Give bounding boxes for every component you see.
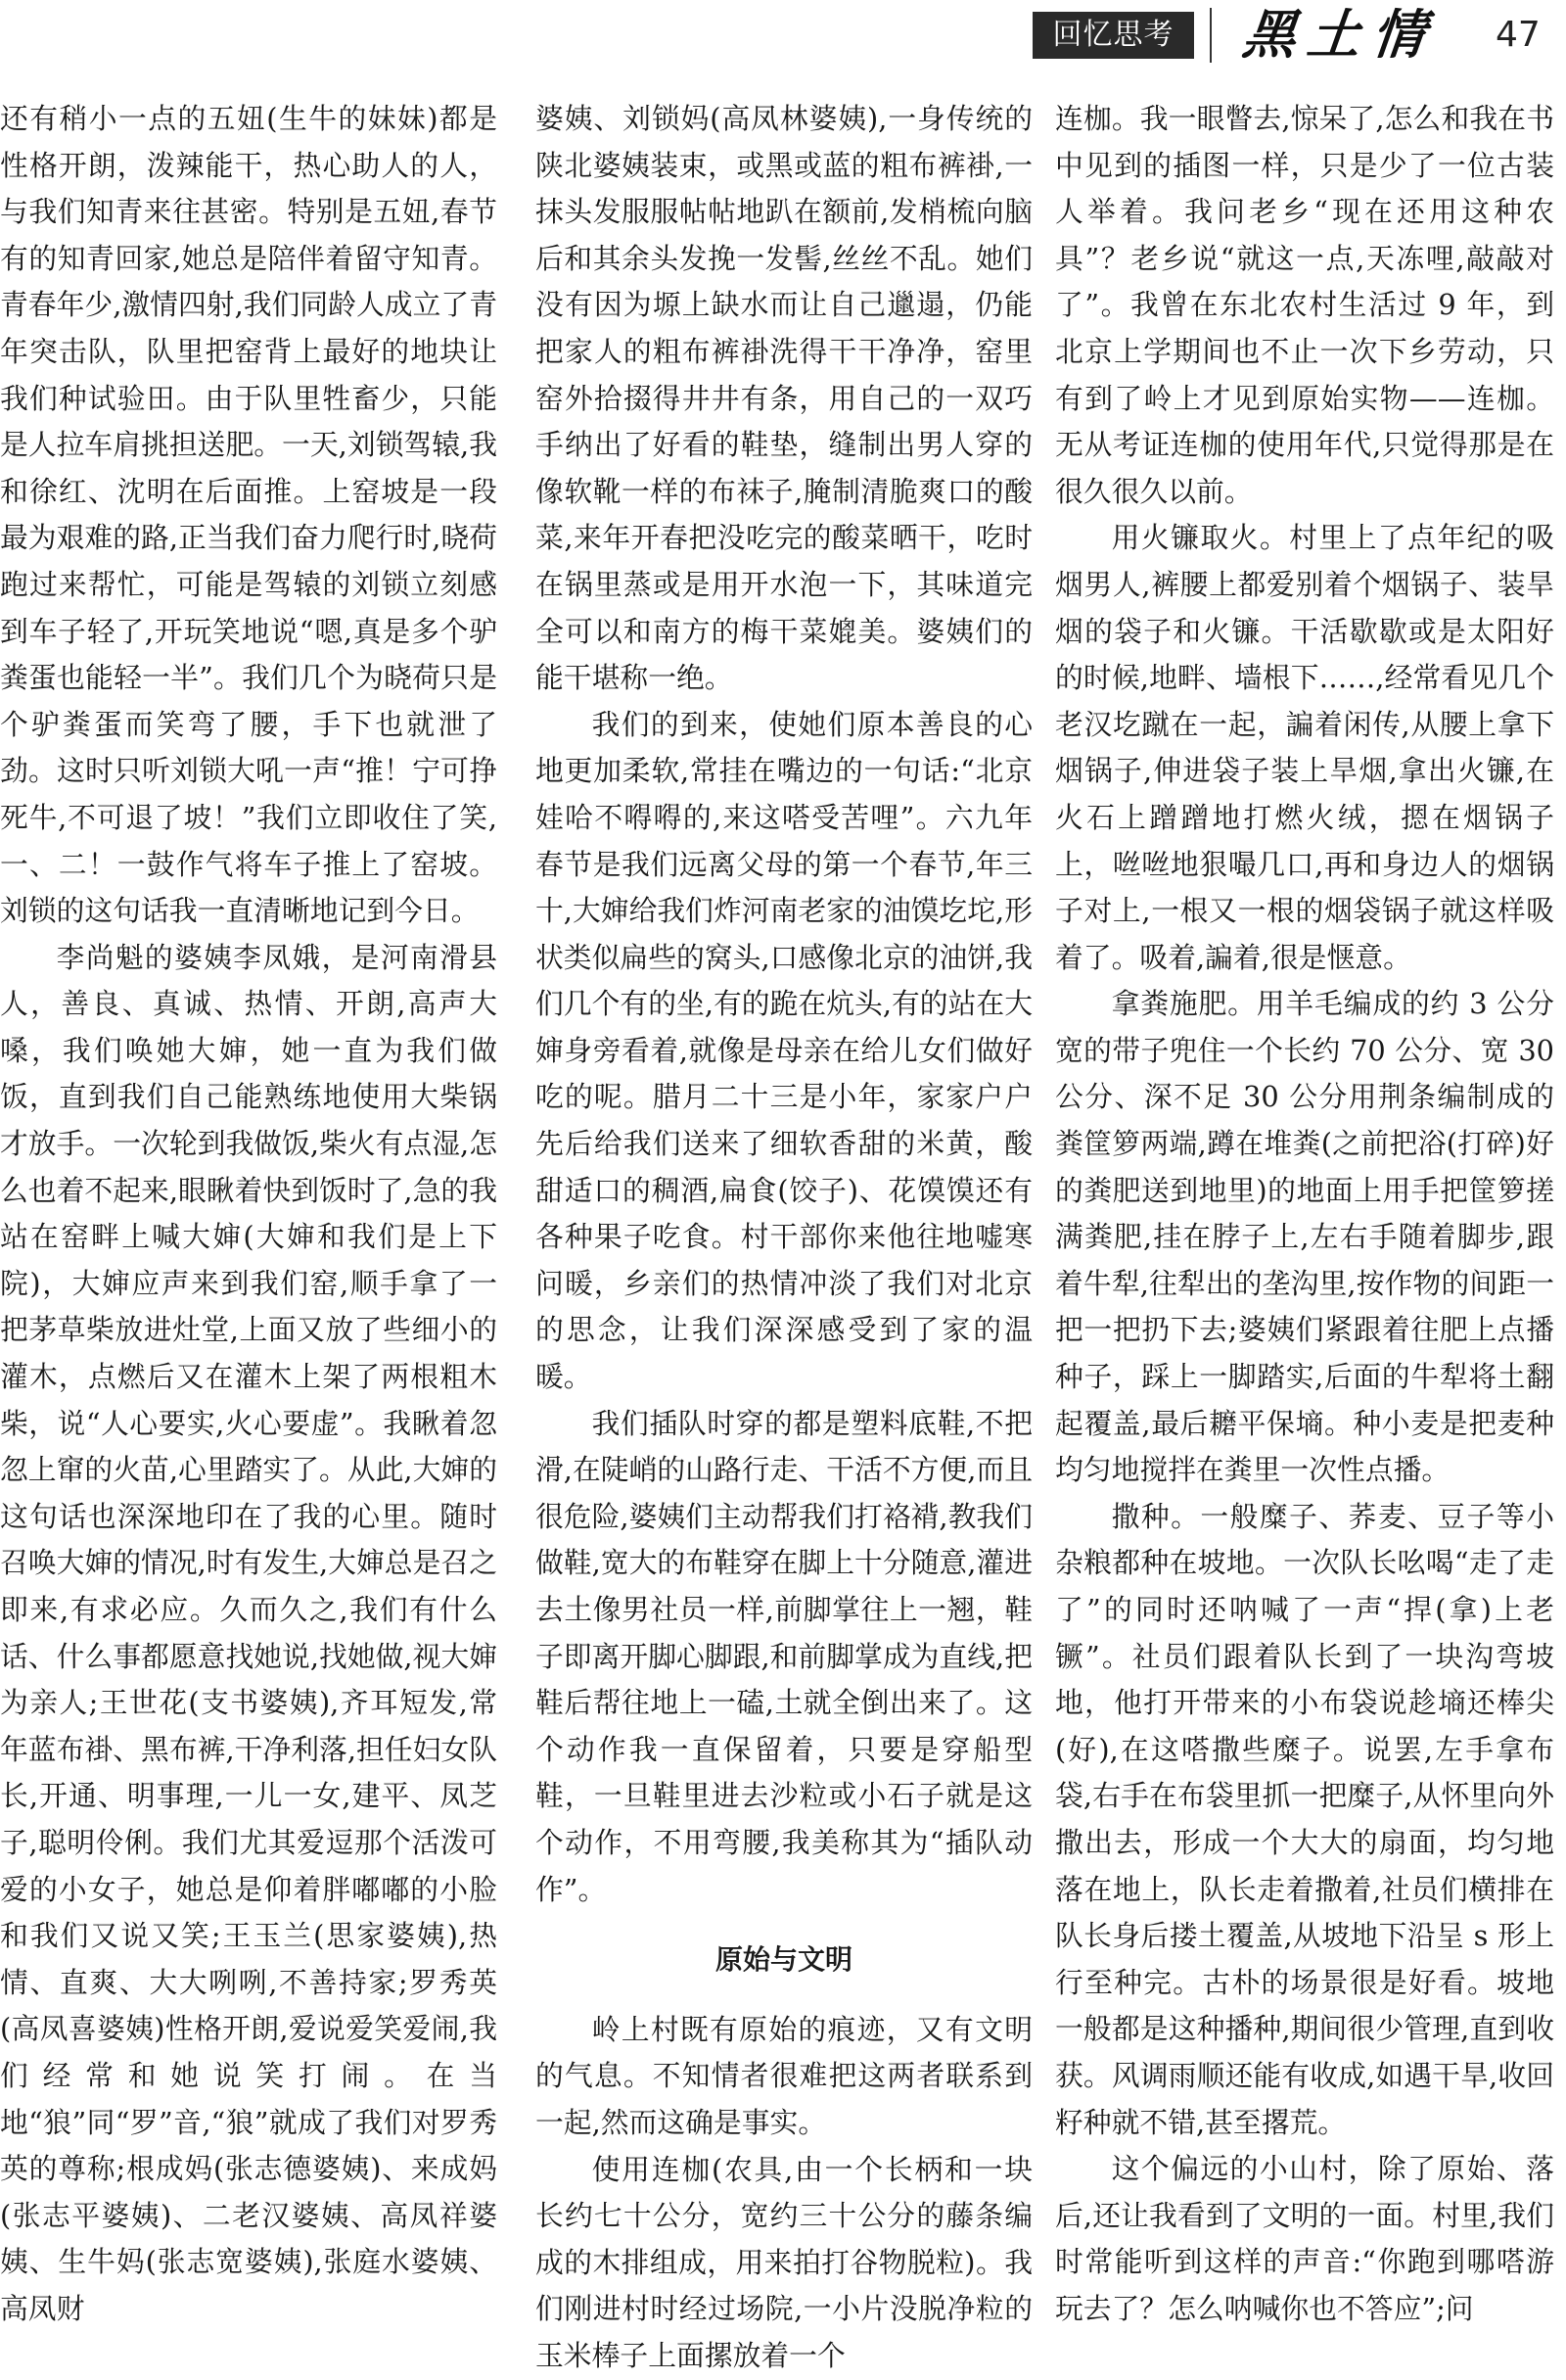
section-subheading: 原始与文明: [714, 1943, 852, 1977]
paragraph: 李尚魁的婆姨李凤娥，是河南滑县人，善良、真诚、热情、开朗,高声大嗓，我们唤她大婶，她一直为我们做饭，直到我们自己能熟练地使用大柴锅才放手。一次轮到我做饭,柴火有点湿,怎么也着不起来,眼瞅着快到饭时了,急的我站在窑畔上喊大婶(大婶和我们是上下院)，大婶应声来到我们窑,顺手拿了一把茅草柴放进灶堂,上面又放了些细小的灌木，点燃后又在灌木上架了两根粗木柴，说“人心要实,火心要虚”。我瞅着忽忽上窜的火苗,心里踏实了。从此,大婶的这句话也深深地印在了我的心里。随时召唤大婶的情况,时有发生,大婶总是召之即来,有求必应。久而久之,我们有什么话、什么事都愿意找她说,找她做,视大婶为亲人;王世花(支书婆姨),齐耳短发,常年蓝布褂、黑布裤,干净利落,担任妇女队长,开通、明事理,一儿一女,建平、凤芝子,聪明伶俐。我们尤其爱逗那个活泼可爱的小女子，她总是仰着胖嘟嘟的小脸和我们又说又笑;王玉兰(思家婆姨),热情、直爽、大大咧咧,不善持家;罗秀英(高凤喜婆姨)性格开朗,爱说爱笑爱闹,我们经常和她说笑打闹。在当地“狼”同“罗”音,“狼”就成了我们对罗秀英的尊称;根成妈(张志德婆姨)、来成妈(张志平婆姨)、二老汉婆姨、高凤祥婆姨、生牛妈(张志宽婆姨),张庭水婆姨、高凤财: [0, 940, 497, 2325]
paragraph: 我们插队时穿的都是塑料底鞋,不把滑,在陡峭的山路行走、干活不方便,而且很危险,婆姨们主动帮我们打袼褙,教我们做鞋,宽大的布鞋穿在脚上十分随意,灌进去土像男社员一样,前脚掌往上一翘，鞋子即离开脚心脚跟,和前脚掌成为直线,把鞋后帮往地上一磕,土就全倒出来了。这个动作我一直保留着，只要是穿船型鞋，一旦鞋里进去沙粒或小石子就是这个动作，不用弯腰,我美称其为“插队动作”。: [535, 1406, 1033, 1906]
paragraph: 拿粪施肥。用羊毛编成的约 3 公分宽的带子兜住一个长约 70 公分、宽 30 公分、深不足 30 公分用荆条编制成的粪筐箩两端,蹲在堆粪(之前把浴(打碎)好的粪肥送到地里)的地面上用手把筐箩搓满粪肥,挂在脖子上,左右手随着脚步,跟着牛犁,往犁出的垄沟里,按作物的间距一把一把扔下去;婆姨们紧跟着往肥上点播种子，踩上一脚踏实,后面的牛犁将土翻起覆盖,最后耱平保墒。种小麦是把麦种均匀地搅拌在粪里一次性点播。: [1055, 987, 1554, 1487]
paragraph: 用火镰取火。村里上了点年纪的吸烟男人,裤腰上都爱别着个烟锅子、装旱烟的袋子和火镰。干活歇歇或是太阳好的时候,地畔、墙根下……,经常看见几个老汉圪蹴在一起，諞着闲传,从腰上拿下烟锅子,伸进袋子装上旱烟,拿出火镰,在火石上蹭蹭地打燃火绒，摁在烟锅子上，咝咝地狠嘬几口,再和身边人的烟锅子对上,一根又一根的烟袋锅子就这样吸着了。吸着,諞着,很是惬意。: [1055, 521, 1554, 974]
page-header: [0, 0, 1566, 69]
paragraph: 连枷。我一眼瞥去,惊呆了,怎么和我在书中见到的插图一样，只是少了一位古装人举着。我问老乡“现在还用这种农具”？老乡说“就这一点,天冻哩,敲敲对了”。我曾在东北农村生活过 9 年，到北京上学期间也不止一次下乡劳动，只有到了岭上才见到原始实物——连枷。无从考证连枷的使用年代,只觉得那是在很久很久以前。: [1055, 102, 1554, 508]
text-column-3: [1055, 96, 1554, 2325]
section-label: 回忆思考: [1033, 12, 1194, 59]
page-number: 47: [1496, 15, 1541, 55]
header-divider: [1210, 8, 1212, 63]
magazine-title: 黑土情: [1239, 3, 1441, 66]
paragraph: 婆姨、刘锁妈(高凤林婆姨),一身传统的陕北婆姨装束，或黑或蓝的粗布裤褂,一抹头发服服帖帖地趴在额前,发梢梳向脑后和其余头发挽一发髻,丝丝不乱。她们没有因为塬上缺水而让自己邋遢，仍能把家人的粗布裤褂洗得干干净净，窑里窑外拾掇得井井有条，用自己的一双巧手纳出了好看的鞋垫，缝制出男人穿的像软靴一样的布袜子,腌制清脆爽口的酸菜,来年开春把没吃完的酸菜晒干，吃时在锅里蒸或是用开水泡一下，其味道完全可以和南方的梅干菜媲美。婆姨们的能干堪称一绝。: [535, 102, 1033, 695]
paragraph: 我们的到来，使她们原本善良的心地更加柔软,常挂在嘴边的一句话:“北京娃哈不嘚嘚的,来这嗒受苦哩”。六九年春节是我们远离父母的第一个春节,年三十,大婶给我们炸河南老家的油馍圪坨,形状类似扁些的窝头,口感像北京的油饼,我们几个有的坐,有的跪在炕头,有的站在大婶身旁看着,就像是母亲在给儿女们做好吃的呢。腊月二十三是小年，家家户户先后给我们送来了细软香甜的米黄，酸甜适口的稠酒,扁食(饺子)、花馍馍还有各种果子吃食。村干部你来他往地嘘寒问暖，乡亲们的热情冲淡了我们对北京的思念，让我们深深感受到了家的温暖。: [535, 707, 1033, 1394]
paragraph: 这个偏远的小山村，除了原始、落后,还让我看到了文明的一面。村里,我们时常能听到这样的声音:“你跑到哪嗒游玩去了？怎么呐喊你也不答应”;问: [1055, 2152, 1554, 2325]
paragraph: 使用连枷(农具,由一个长柄和一块长约七十公分，宽约三十公分的藤条编成的木排组成，用来拍打谷物脱粒)。我们刚进村时经过场院,一小片没脱净粒的玉米棒子上面摞放着一个: [535, 2152, 1033, 2372]
paragraph: 还有稍小一点的五妞(生牛的妹妹)都是性格开朗，泼辣能干，热心助人的人，与我们知青来往甚密。特别是五妞,春节有的知青回家,她总是陪伴着留守知青。青春年少,激情四射,我们同龄人成立了青年突击队，队里把窑背上最好的地块让我们种试验田。由于队里牲畜少，只能是人拉车肩挑担送肥。一天,刘锁驾辕,我和徐红、沈明在后面推。上窑坡是一段最为艰难的路,正当我们奋力爬行时,晓荷跑过来帮忙，可能是驾辕的刘锁立刻感到车子轻了,开玩笑地说“嗯,真是多个驴粪蛋也能轻一半”。我们几个为晓荷只是个驴粪蛋而笑弯了腰，手下也就泄了劲。这时只听刘锁大吼一声“推！宁可挣死牛,不可退了坡！”我们立即收住了笑,一、二！一鼓作气将车子推上了窑坡。刘锁的这句话我一直清晰地记到今日。: [0, 102, 497, 928]
paragraph: 岭上村既有原始的痕迹，又有文明的气息。不知情者很难把这两者联系到一起,然而这确是事实。: [535, 2012, 1033, 2139]
paragraph: 撒种。一般糜子、荞麦、豆子等小杂粮都种在坡地。一次队长吆喝“走了走了”的同时还呐喊了一声“捍(拿)上老镢”。社员们跟着队长到了一块沟弯坡地，他打开带来的小布袋说趁墒还棒尖(好),在这嗒撒些糜子。说罢,左手拿布袋,右手在布袋里抓一把糜子,从怀里向外撒出去，形成一个大大的扇面，均匀地落在地上，队长走着撒着,社员们横排在队长身后搂土覆盖,从坡地下沿呈 s 形上行至种完。古朴的场景很是好看。坡地一般都是这种播种,期间很少管理,直到收获。风调雨顺还能有收成,如遇干旱,收回籽种就不错,甚至撂荒。: [1055, 1499, 1554, 2139]
text-column-2: [535, 96, 1033, 2372]
text-column-1: [0, 96, 497, 2325]
